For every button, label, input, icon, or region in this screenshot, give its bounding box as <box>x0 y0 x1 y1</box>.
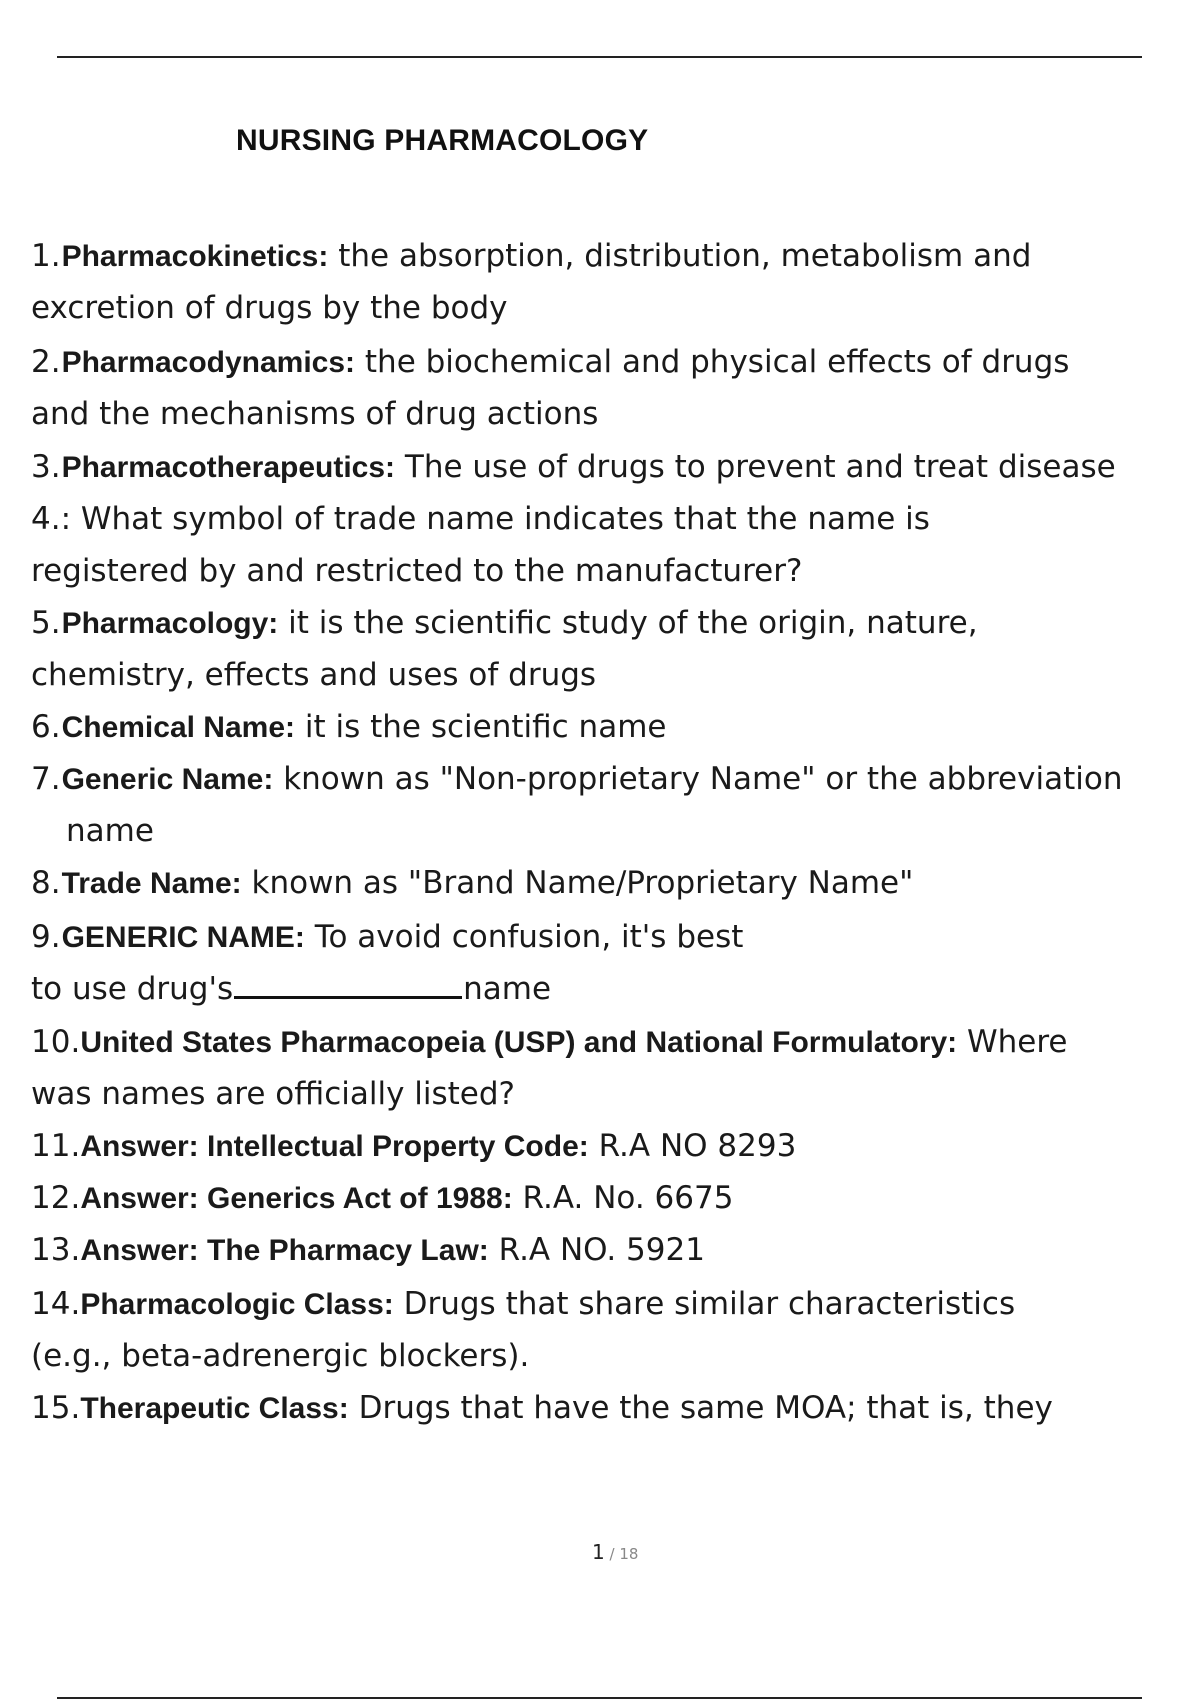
list-item: 10.United States Pharmacopeia (USP) and National Formulatory: Where <box>31 1024 1068 1060</box>
list-item-continuation: chemistry, effects and uses of drugs <box>31 657 597 693</box>
fill-in-blank-line: to use drug's name <box>31 971 552 1007</box>
answer-blank <box>234 970 462 999</box>
list-item: 9.GENERIC NAME: To avoid confusion, it's best <box>31 919 744 955</box>
list-item: 14.Pharmacologic Class: Drugs that share similar characteristics <box>31 1286 1016 1322</box>
list-item: 8.Trade Name: known as "Brand Name/Proprietary Name" <box>31 865 914 901</box>
total-pages: 18 <box>619 1545 639 1563</box>
list-item: 1.Pharmacokinetics: the absorption, distribution, metabolism and <box>31 238 1032 274</box>
list-item: 11.Answer: Intellectual Property Code: R.A NO 8293 <box>31 1128 797 1164</box>
list-item-continuation: was names are officially listed? <box>31 1076 516 1112</box>
list-item: 12.Answer: Generics Act of 1988: R.A. No. 6675 <box>31 1180 734 1216</box>
list-item-continuation: registered by and restricted to the manufacturer? <box>31 553 803 589</box>
list-item-continuation: (e.g., beta-adrenergic blockers). <box>31 1338 530 1374</box>
page-number: 1 / 18 <box>592 1540 639 1564</box>
list-item: 2.Pharmacodynamics: the biochemical and physical effects of drugs <box>31 344 1070 380</box>
list-item: 15.Therapeutic Class: Drugs that have the same MOA; that is, they <box>31 1390 1053 1426</box>
list-item-continuation: name <box>66 813 154 849</box>
list-item-continuation: excretion of drugs by the body <box>31 290 508 326</box>
list-item: 6.Chemical Name: it is the scientific name <box>31 709 667 745</box>
current-page: 1 <box>592 1540 605 1564</box>
bottom-rule <box>57 1697 1142 1699</box>
list-item-continuation: and the mechanisms of drug actions <box>31 396 599 432</box>
list-item: 13.Answer: The Pharmacy Law: R.A NO. 5921 <box>31 1232 705 1268</box>
list-item: 7.Generic Name: known as "Non-proprietary Name" or the abbreviation <box>31 761 1123 797</box>
list-item: 3.Pharmacotherapeutics: The use of drugs to prevent and treat disease <box>31 449 1116 485</box>
list-item: 5.Pharmacology: it is the scientific study of the origin, nature, <box>31 605 978 641</box>
list-item: 4.: What symbol of trade name indicates that the name is <box>31 501 930 537</box>
document-title: NURSING PHARMACOLOGY <box>236 124 649 157</box>
top-rule <box>57 56 1142 58</box>
